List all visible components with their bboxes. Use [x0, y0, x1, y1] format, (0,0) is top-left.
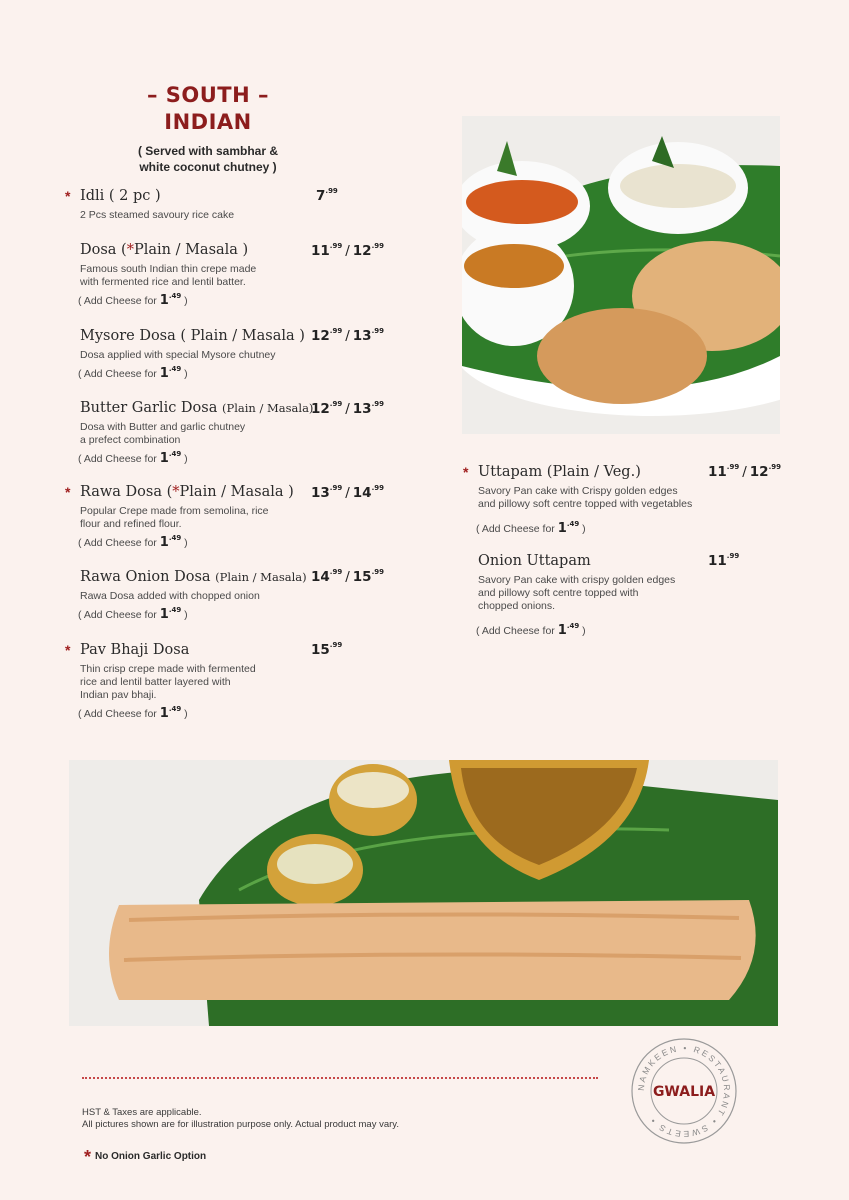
- dotted-divider: [82, 1077, 598, 1079]
- no-onion-star-icon: *: [463, 464, 469, 480]
- item-price: $15^{.99}$: [311, 641, 343, 658]
- item-desc: Famous south Indian thin crepe made with fermented rice and lentil batter.: [80, 263, 257, 288]
- item-price: $12^{.99} / 13^{.99}$: [311, 400, 384, 417]
- menu-item-uttapam: [463, 462, 693, 536]
- title-line-1: – SOUTH –: [146, 83, 270, 107]
- logo-seal-icon: [630, 1037, 738, 1145]
- menu-item-onion-uttapam: [478, 551, 675, 638]
- menu-item-butter-garlic-dosa: [80, 398, 313, 466]
- uttapam-illustration: [462, 116, 780, 434]
- menu-item-idli: [65, 186, 235, 222]
- item-desc: Savory Pan cake with crispy golden edges and pillowy soft centre topped with chopped onions.: [478, 574, 676, 612]
- item-desc: Dosa applied with special Mysore chutney: [80, 349, 276, 361]
- menu-item-mysore-dosa: [80, 326, 305, 381]
- title-line-2: INDIAN: [164, 110, 252, 134]
- item-name: Butter Garlic Dosa (Plain / Masala): [80, 400, 314, 416]
- uttapam-photo: [462, 116, 780, 434]
- section-title: [118, 82, 298, 136]
- no-onion-star-icon: *: [65, 642, 71, 658]
- item-price: $11^{.99}$: [708, 552, 740, 569]
- svg-text:NAMKEEN • RESTAURANT • SWEETS: NAMKEEN • RESTAURANT • SWEETS •: [635, 1042, 733, 1140]
- cheese-addon: ( Add Cheese for $1^{.49}$ ): [78, 705, 188, 721]
- menu-item-rawa-dosa: [65, 482, 294, 550]
- dosa-illustration: [69, 760, 778, 1026]
- menu-item-rawa-onion-dosa: [80, 567, 307, 622]
- footer-disclaimer: All pictures shown are for illustration purpose only. Actual product may vary.: [82, 1119, 399, 1130]
- item-name: Rawa Dosa (*Plain / Masala ): [80, 484, 294, 500]
- cheese-addon: ( Add Cheese for $1^{.49}$ ): [78, 534, 188, 550]
- item-name: Pav Bhaji Dosa: [80, 642, 190, 658]
- cheese-addon: ( Add Cheese for $1^{.49}$ ): [78, 450, 188, 466]
- section-subtitle: [108, 143, 308, 175]
- item-price: $7^{.99}$: [316, 187, 338, 204]
- item-price: $14^{.99} / 15^{.99}$: [311, 568, 384, 585]
- item-name: Rawa Onion Dosa (Plain / Masala): [80, 569, 307, 585]
- item-desc: Dosa with Butter and garlic chutney a prefect combination: [80, 421, 246, 446]
- item-name: Dosa (*Plain / Masala ): [80, 242, 249, 258]
- item-name: Onion Uttapam: [478, 553, 591, 569]
- item-desc: 2 Pcs steamed savoury rice cake: [80, 209, 235, 221]
- item-price: $13^{.99} / 14^{.99}$: [311, 484, 384, 501]
- item-price: $11^{.99} / 12^{.99}$: [708, 463, 781, 480]
- item-desc: Savory Pan cake with Crispy golden edges and pillowy soft centre topped with vegetables: [478, 485, 693, 510]
- no-onion-legend: * No Onion Garlic Option: [84, 1147, 207, 1167]
- subtitle-line-1: ( Served with sambhar &: [137, 144, 279, 158]
- item-desc: Rawa Dosa added with chopped onion: [80, 590, 260, 602]
- item-price: $12^{.99} / 13^{.99}$: [311, 327, 384, 344]
- no-onion-star-icon: *: [65, 188, 71, 204]
- item-price: $11^{.99} / 12^{.99}$: [311, 242, 384, 259]
- footer-tax-note: HST & Taxes are applicable.: [82, 1107, 202, 1118]
- cheese-addon: ( Add Cheese for $1^{.49}$ ): [476, 622, 586, 638]
- item-desc: Popular Crepe made from semolina, rice flour and refined flour.: [80, 505, 269, 530]
- no-onion-star-icon: *: [65, 484, 71, 500]
- dosa-photo: [69, 760, 778, 1026]
- item-name: Mysore Dosa ( Plain / Masala ): [80, 328, 305, 344]
- no-onion-star-icon: *: [84, 1147, 92, 1167]
- subtitle-line-2: white coconut chutney ): [139, 160, 277, 174]
- svg-text:GWALIA: GWALIA: [652, 1084, 716, 1100]
- cheese-addon: ( Add Cheese for $1^{.49}$ ): [78, 606, 188, 622]
- menu-item-dosa: [80, 240, 256, 308]
- cheese-addon: ( Add Cheese for $1^{.49}$ ): [476, 520, 586, 536]
- cheese-addon: ( Add Cheese for $1^{.49}$ ): [78, 292, 188, 308]
- menu-item-pav-bhaji-dosa: [65, 640, 256, 721]
- gwalia-logo: [630, 1037, 738, 1145]
- item-desc: Thin crisp crepe made with fermented rice and lentil batter layered with Indian pav bhaji.: [80, 663, 256, 701]
- item-name: Idli ( 2 pc ): [80, 188, 161, 204]
- item-name: Uttapam (Plain / Veg.): [478, 464, 641, 480]
- cheese-addon: ( Add Cheese for $1^{.49}$ ): [78, 365, 188, 381]
